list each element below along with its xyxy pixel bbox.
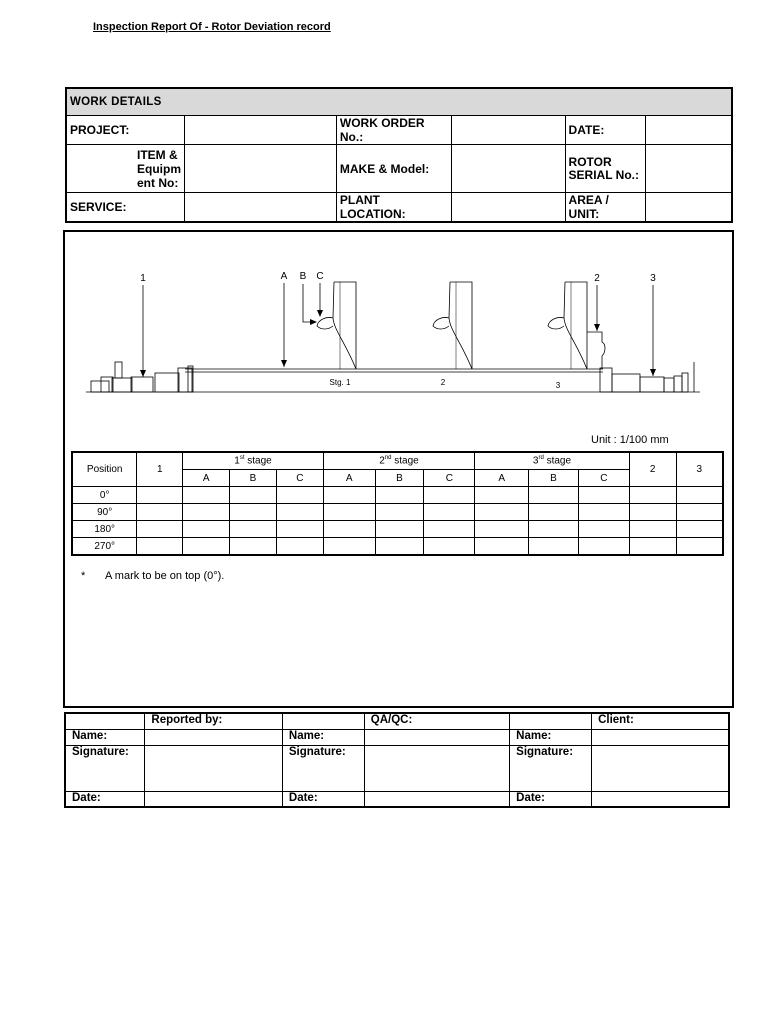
deviation-cell[interactable] [183, 504, 230, 521]
stage-2-suffix: nd [384, 455, 392, 462]
client-date-label: Date: [510, 791, 592, 807]
area-unit-label: AREA / UNIT: [565, 193, 645, 223]
unit-label: Unit : 1/100 mm [591, 434, 669, 446]
deviation-cell[interactable] [578, 521, 629, 538]
deviation-cell[interactable] [137, 538, 183, 556]
stage-2-c-header: C [424, 470, 475, 487]
deviation-cell[interactable] [375, 504, 424, 521]
deviation-cell[interactable] [323, 538, 375, 556]
qaqc-name-value[interactable] [364, 729, 509, 745]
deviation-table [71, 451, 724, 556]
deviation-cell[interactable] [276, 504, 323, 521]
col-2-header: 2 [629, 452, 676, 487]
stage-3-word: stage [543, 455, 572, 467]
diagram-label-c: C [316, 271, 324, 282]
deviation-cell[interactable] [629, 487, 676, 504]
stage-2-b-header: B [375, 470, 424, 487]
stage-1-suffix: st [239, 455, 245, 462]
reporter-date-label: Date: [65, 791, 145, 807]
rotor-diagram [0, 0, 768, 420]
client-signature-value[interactable] [592, 745, 729, 791]
col-3-header: 3 [676, 452, 723, 487]
deviation-cell[interactable] [424, 487, 475, 504]
diagram-label-1: 1 [140, 273, 146, 284]
reporter-name-label: Name: [65, 729, 145, 745]
deviation-row [72, 504, 723, 521]
reported-by-spacer [65, 713, 145, 729]
report-title: Inspection Report Of - Rotor Deviation record [93, 21, 331, 33]
project-label: PROJECT: [66, 116, 185, 145]
work-order-label: WORK ORDER No.: [336, 116, 452, 145]
deviation-cell[interactable] [424, 504, 475, 521]
deviation-cell[interactable] [475, 538, 529, 556]
position-cell: 270° [72, 538, 137, 556]
deviation-cell[interactable] [578, 538, 629, 556]
deviation-cell[interactable] [529, 538, 579, 556]
deviation-cell[interactable] [183, 487, 230, 504]
qaqc-date-label: Date: [282, 791, 364, 807]
stage-label-1: Stg. 1 [329, 378, 351, 387]
stage-3-c-header: C [578, 470, 629, 487]
reporter-name-value[interactable] [145, 729, 282, 745]
client-date-value[interactable] [592, 791, 729, 807]
position-cell: 180° [72, 521, 137, 538]
note-text: A mark to be on top (0°). [105, 570, 225, 582]
work-details-heading: WORK DETAILS [66, 88, 732, 116]
service-label: SERVICE: [66, 193, 185, 223]
stage-3-a-header: A [475, 470, 529, 487]
stage-3-number: 3 [532, 455, 539, 467]
note-marker: * [81, 570, 86, 582]
item-label-line-1: ITEM & [137, 147, 178, 162]
stage-1-a-header: A [183, 470, 230, 487]
stage-1-b-header: B [230, 470, 277, 487]
signoff-table [64, 712, 730, 808]
col-1-header: 1 [137, 452, 183, 487]
deviation-cell[interactable] [183, 538, 230, 556]
deviation-cell[interactable] [529, 521, 579, 538]
stage-3-suffix: rd [538, 455, 544, 462]
deviation-cell[interactable] [375, 487, 424, 504]
note [81, 570, 224, 582]
reporter-signature-label: Signature: [65, 745, 145, 791]
stage-2-a-header: A [323, 470, 375, 487]
deviation-cell[interactable] [676, 538, 723, 556]
deviation-cell[interactable] [676, 487, 723, 504]
deviation-cell[interactable] [230, 504, 277, 521]
client-signature-label: Signature: [510, 745, 592, 791]
deviation-cell[interactable] [276, 538, 323, 556]
deviation-cell[interactable] [676, 504, 723, 521]
deviation-cell[interactable] [629, 538, 676, 556]
diagram-label-2: 2 [594, 273, 600, 284]
deviation-cell[interactable] [137, 521, 183, 538]
stage-1-number: 1 [234, 455, 240, 467]
deviation-cell[interactable] [230, 538, 277, 556]
diagram-label-3: 3 [650, 273, 656, 284]
reported-by-label: Reported by: [145, 713, 282, 729]
deviation-cell[interactable] [475, 521, 529, 538]
deviation-cell[interactable] [137, 504, 183, 521]
stage-2-word: stage [391, 455, 419, 467]
qaqc-name-label: Name: [282, 729, 364, 745]
deviation-cell[interactable] [230, 487, 277, 504]
deviation-cell[interactable] [323, 504, 375, 521]
deviation-cell[interactable] [424, 538, 475, 556]
deviation-row [72, 487, 723, 504]
client-spacer [510, 713, 592, 729]
deviation-cell[interactable] [475, 504, 529, 521]
rotor-label-line-1: ROTOR [568, 154, 612, 169]
plant-location-label: PLANT LOCATION: [336, 193, 452, 223]
stage-label-3: 3 [555, 381, 561, 390]
qaqc-date-value[interactable] [364, 791, 509, 807]
client-label: Client: [592, 713, 729, 729]
deviation-cell[interactable] [323, 487, 375, 504]
item-label-line-3: ent No: [137, 175, 179, 190]
reporter-signature-value[interactable] [145, 745, 282, 791]
stage-1-word: stage [244, 455, 272, 467]
stage-1-header [183, 452, 324, 470]
diagram-label-b: B [299, 271, 307, 282]
diagram-label-a: A [280, 271, 288, 282]
deviation-cell[interactable] [629, 521, 676, 538]
position-cell: 0° [72, 487, 137, 504]
stage-2-header [323, 452, 474, 470]
deviation-cell[interactable] [578, 487, 629, 504]
deviation-cell[interactable] [475, 487, 529, 504]
client-name-value[interactable] [592, 729, 729, 745]
item-label-line-2: Equipm [137, 161, 181, 176]
stage-label-2: 2 [440, 378, 446, 387]
client-name-label: Name: [510, 729, 592, 745]
deviation-cell[interactable] [137, 487, 183, 504]
stage-2-number: 2 [379, 455, 385, 467]
deviation-cell[interactable] [529, 487, 579, 504]
deviation-cell[interactable] [578, 504, 629, 521]
deviation-cell[interactable] [230, 521, 277, 538]
deviation-cell[interactable] [529, 504, 579, 521]
deviation-cell[interactable] [424, 521, 475, 538]
stage-3-b-header: B [529, 470, 579, 487]
date-label: DATE: [565, 116, 645, 145]
deviation-cell[interactable] [629, 504, 676, 521]
stage-1-c-header: C [276, 470, 323, 487]
qaqc-spacer [282, 713, 364, 729]
deviation-row [72, 521, 723, 538]
deviation-cell[interactable] [375, 538, 424, 556]
qaqc-signature-label: Signature: [282, 745, 364, 791]
deviation-cell[interactable] [676, 521, 723, 538]
reporter-date-value[interactable] [145, 791, 282, 807]
rotor-label-line-2: SERIAL No.: [568, 167, 639, 182]
stage-3-header [475, 452, 629, 470]
position-cell: 90° [72, 504, 137, 521]
qaqc-label: QA/QC: [364, 713, 509, 729]
qaqc-signature-value[interactable] [364, 745, 509, 791]
deviation-cell[interactable] [323, 521, 375, 538]
position-header: Position [72, 452, 137, 487]
deviation-row [72, 538, 723, 556]
deviation-cell[interactable] [276, 521, 323, 538]
deviation-cell[interactable] [183, 521, 230, 538]
deviation-rows [72, 487, 723, 556]
deviation-cell[interactable] [375, 521, 424, 538]
make-model-label: MAKE & Model: [336, 145, 452, 193]
deviation-cell[interactable] [276, 487, 323, 504]
